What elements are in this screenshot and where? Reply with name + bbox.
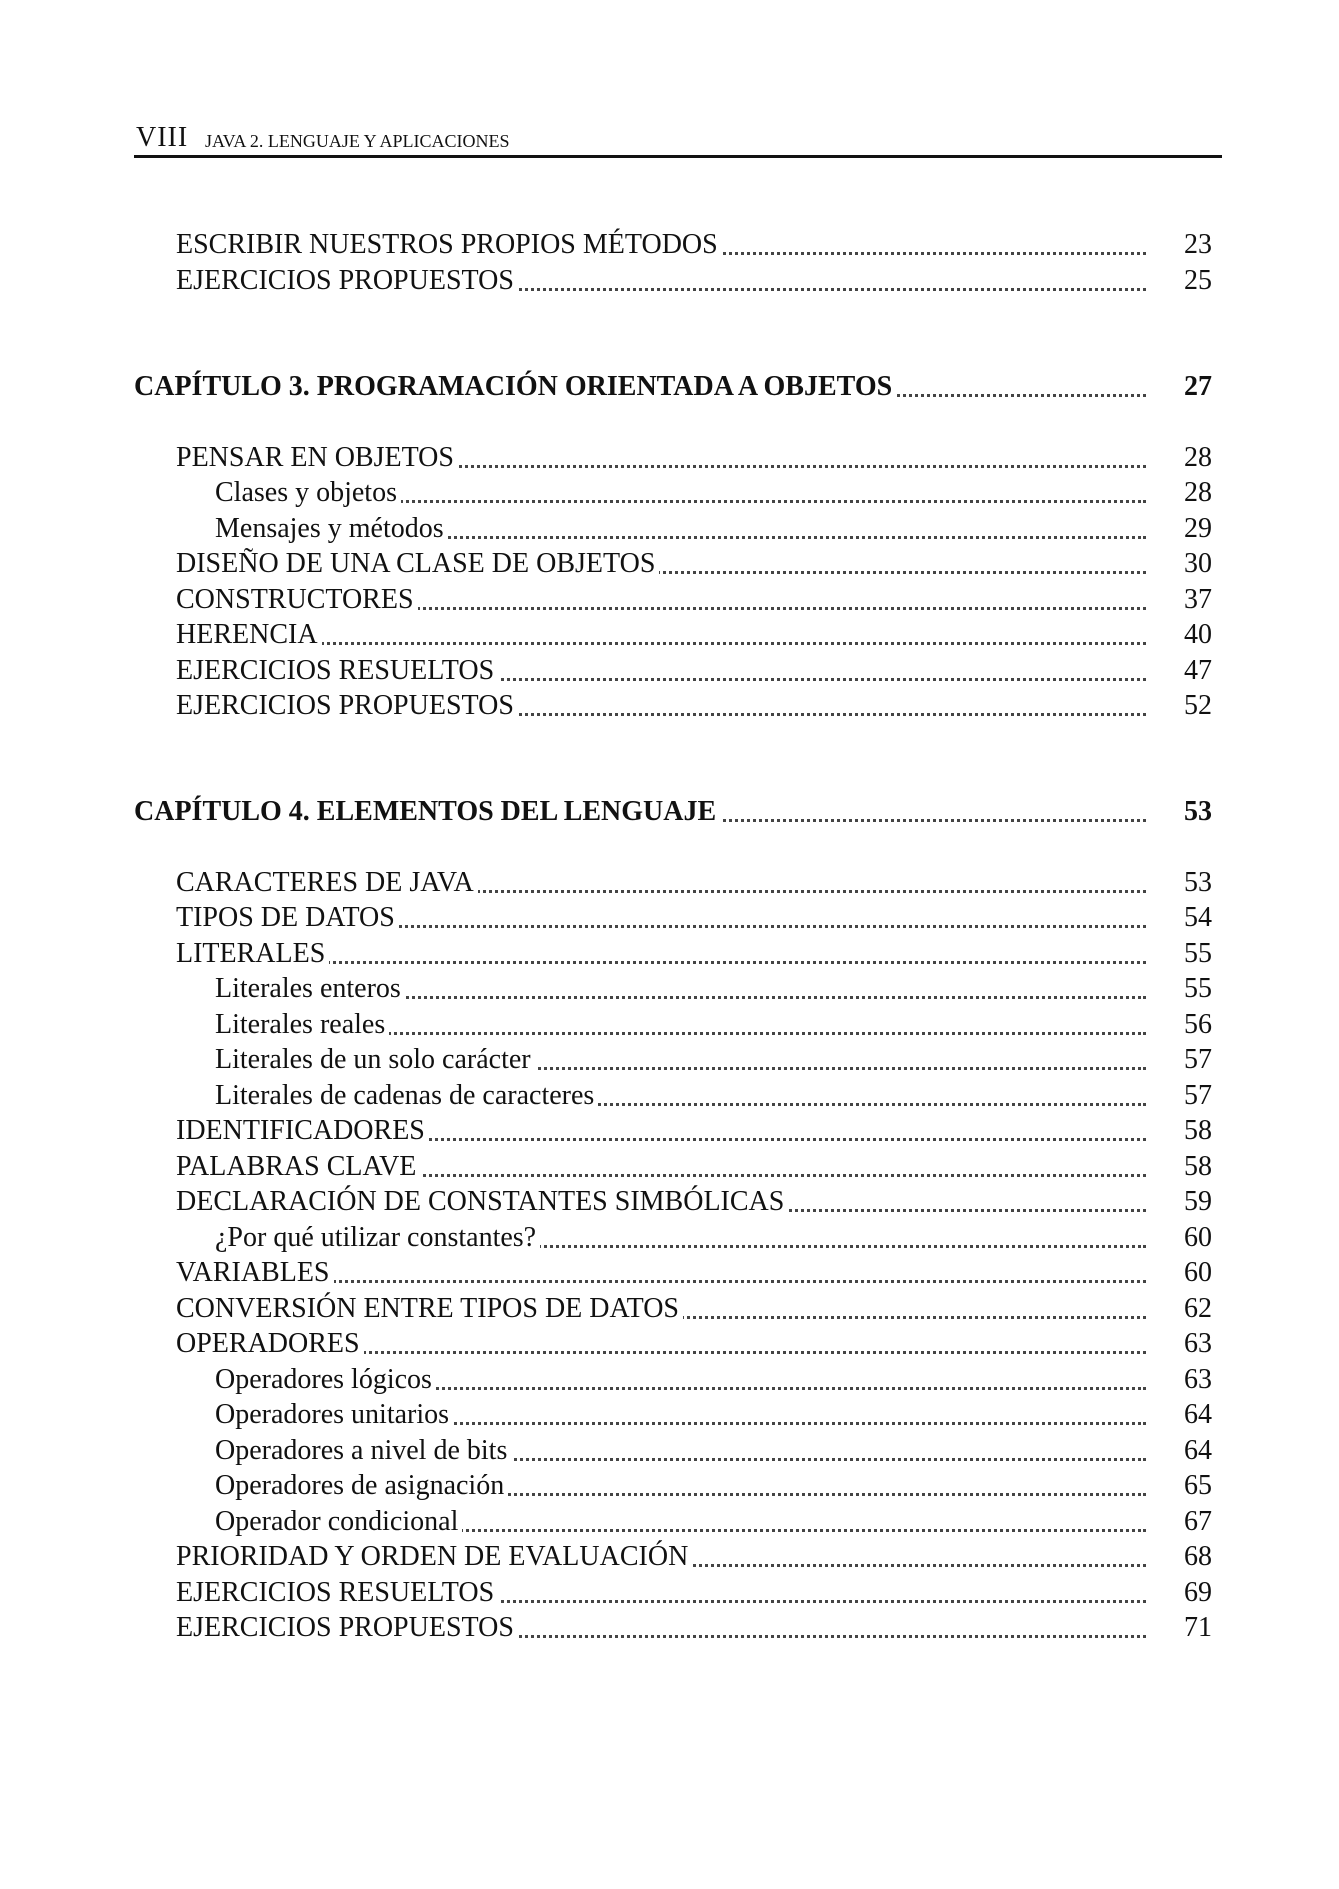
toc-entry-page: 28: [1180, 476, 1212, 510]
toc-entry: [176, 1150, 1212, 1184]
toc-entry: [215, 1221, 1212, 1255]
toc-entry-title: EJERCICIOS PROPUESTOS: [176, 1611, 518, 1645]
toc-entry-page: 69: [1180, 1576, 1212, 1610]
toc-entry: [215, 512, 1212, 546]
toc-entry-page: 57: [1180, 1043, 1212, 1077]
toc-entry: [176, 654, 1212, 688]
toc-entry-title: EJERCICIOS RESUELTOS: [176, 1576, 498, 1610]
toc-entry: [176, 689, 1212, 723]
toc-entry: [176, 1611, 1212, 1645]
toc-chapter-entry: [134, 370, 1212, 404]
toc-entry-title: CONVERSIÓN ENTRE TIPOS DE DATOS: [176, 1292, 683, 1326]
toc-entry: [176, 901, 1212, 935]
toc-entry-title: Operadores unitarios: [215, 1398, 453, 1432]
toc-entry-page: 55: [1180, 972, 1212, 1006]
toc-entry-title: Clases y objetos: [215, 476, 401, 510]
toc-chapter-entry: [134, 795, 1212, 829]
toc-entry-page: 53: [1180, 795, 1212, 829]
toc-entry-page: 30: [1180, 547, 1212, 581]
toc-entry: [215, 476, 1212, 510]
toc-entry: [176, 441, 1212, 475]
toc-entry-title: ESCRIBIR NUESTROS PROPIOS MÉTODOS: [176, 228, 722, 262]
toc-entry-title: IDENTIFICADORES: [176, 1114, 429, 1148]
toc-entry: [176, 1292, 1212, 1326]
toc-entry-title: Operadores a nivel de bits: [215, 1434, 511, 1468]
toc-entry: [176, 264, 1212, 298]
toc-entry-page: 63: [1180, 1327, 1212, 1361]
toc-entry-page: 55: [1180, 937, 1212, 971]
toc-entry-title: CONSTRUCTORES: [176, 583, 418, 617]
page-number: VIII: [136, 122, 189, 153]
toc-entry-page: 40: [1180, 618, 1212, 652]
toc-entry-page: 60: [1180, 1256, 1212, 1290]
toc-entry-title: HERENCIA: [176, 618, 322, 652]
toc-entry-title: Operadores de asignación: [215, 1469, 508, 1503]
toc-entry: [215, 972, 1212, 1006]
toc-entry-title: EJERCICIOS RESUELTOS: [176, 654, 498, 688]
toc-entry-title: Literales de un solo carácter: [215, 1043, 535, 1077]
toc-entry: [215, 1398, 1212, 1432]
toc-entry-page: 57: [1180, 1079, 1212, 1113]
toc-entry: [176, 1576, 1212, 1610]
running-title: JAVA 2. LENGUAJE Y APLICACIONES: [205, 131, 510, 151]
toc-entry-title: Literales reales: [215, 1008, 389, 1042]
toc-entry-page: 27: [1180, 370, 1212, 404]
toc-entry-page: 67: [1180, 1505, 1212, 1539]
toc-entry-page: 25: [1180, 264, 1212, 298]
toc-entry-page: 28: [1180, 441, 1212, 475]
toc-entry: [215, 1505, 1212, 1539]
toc-entry: [176, 866, 1212, 900]
toc-entry: [176, 937, 1212, 971]
toc-entry-page: 58: [1180, 1114, 1212, 1148]
toc-entry-page: 58: [1180, 1150, 1212, 1184]
toc-entry-page: 52: [1180, 689, 1212, 723]
toc-entry-title: TIPOS DE DATOS: [176, 901, 399, 935]
toc-entry-page: 68: [1180, 1540, 1212, 1574]
toc-entry: [176, 1185, 1212, 1219]
toc-entry-page: 63: [1180, 1363, 1212, 1397]
toc-entry-page: 65: [1180, 1469, 1212, 1503]
toc-entry-title: EJERCICIOS PROPUESTOS: [176, 264, 518, 298]
toc-entry: [176, 228, 1212, 262]
toc-entry-title: LITERALES: [176, 937, 329, 971]
toc-entry: [176, 547, 1212, 581]
toc-entry-title: DECLARACIÓN DE CONSTANTES SIMBÓLICAS: [176, 1185, 788, 1219]
toc-entry-page: 64: [1180, 1434, 1212, 1468]
toc-entry-page: 56: [1180, 1008, 1212, 1042]
toc-entry: [176, 583, 1212, 617]
toc-entry: [215, 1043, 1212, 1077]
toc-entry: [215, 1079, 1212, 1113]
toc-entry-page: 60: [1180, 1221, 1212, 1255]
toc-entry: [215, 1363, 1212, 1397]
toc-entry-title: CARACTERES DE JAVA: [176, 866, 478, 900]
toc-entry-page: 54: [1180, 901, 1212, 935]
toc-entry: [176, 618, 1212, 652]
toc-entry-page: 64: [1180, 1398, 1212, 1432]
toc-entry-page: 37: [1180, 583, 1212, 617]
toc-entry-page: 62: [1180, 1292, 1212, 1326]
toc-entry-title: CAPÍTULO 3. PROGRAMACIÓN ORIENTADA A OBJETOS: [134, 370, 896, 404]
toc-entry-page: 29: [1180, 512, 1212, 546]
toc-entry-title: PRIORIDAD Y ORDEN DE EVALUACIÓN: [176, 1540, 692, 1574]
toc-entry: [215, 1008, 1212, 1042]
toc-entry: [215, 1469, 1212, 1503]
toc-entry-page: 47: [1180, 654, 1212, 688]
toc-entry-title: PENSAR EN OBJETOS: [176, 441, 458, 475]
toc-entry-page: 53: [1180, 866, 1212, 900]
toc-entry-title: Literales enteros: [215, 972, 405, 1006]
toc-entry: [176, 1256, 1212, 1290]
toc-entry-title: CAPÍTULO 4. ELEMENTOS DEL LENGUAJE: [134, 795, 720, 829]
toc-entry: [176, 1114, 1212, 1148]
toc-entry: [176, 1540, 1212, 1574]
toc-entry-title: DISEÑO DE UNA CLASE DE OBJETOS: [176, 547, 659, 581]
toc-entry: [215, 1434, 1212, 1468]
toc-entry-page: 23: [1180, 228, 1212, 262]
toc-entry-title: Operadores lógicos: [215, 1363, 436, 1397]
toc-entry-title: Literales de cadenas de caracteres: [215, 1079, 598, 1113]
toc-entry-title: Operador condicional: [215, 1505, 462, 1539]
toc-entry-title: Mensajes y métodos: [215, 512, 448, 546]
toc-entry-page: 59: [1180, 1185, 1212, 1219]
toc-entry-title: EJERCICIOS PROPUESTOS: [176, 689, 518, 723]
toc-entry-page: 71: [1180, 1611, 1212, 1645]
toc-entry: [176, 1327, 1212, 1361]
toc-entry-title: PALABRAS CLAVE: [176, 1150, 420, 1184]
toc-entry-title: ¿Por qué utilizar constantes?: [215, 1221, 540, 1255]
toc-entry-title: OPERADORES: [176, 1327, 364, 1361]
toc-entry-title: VARIABLES: [176, 1256, 334, 1290]
